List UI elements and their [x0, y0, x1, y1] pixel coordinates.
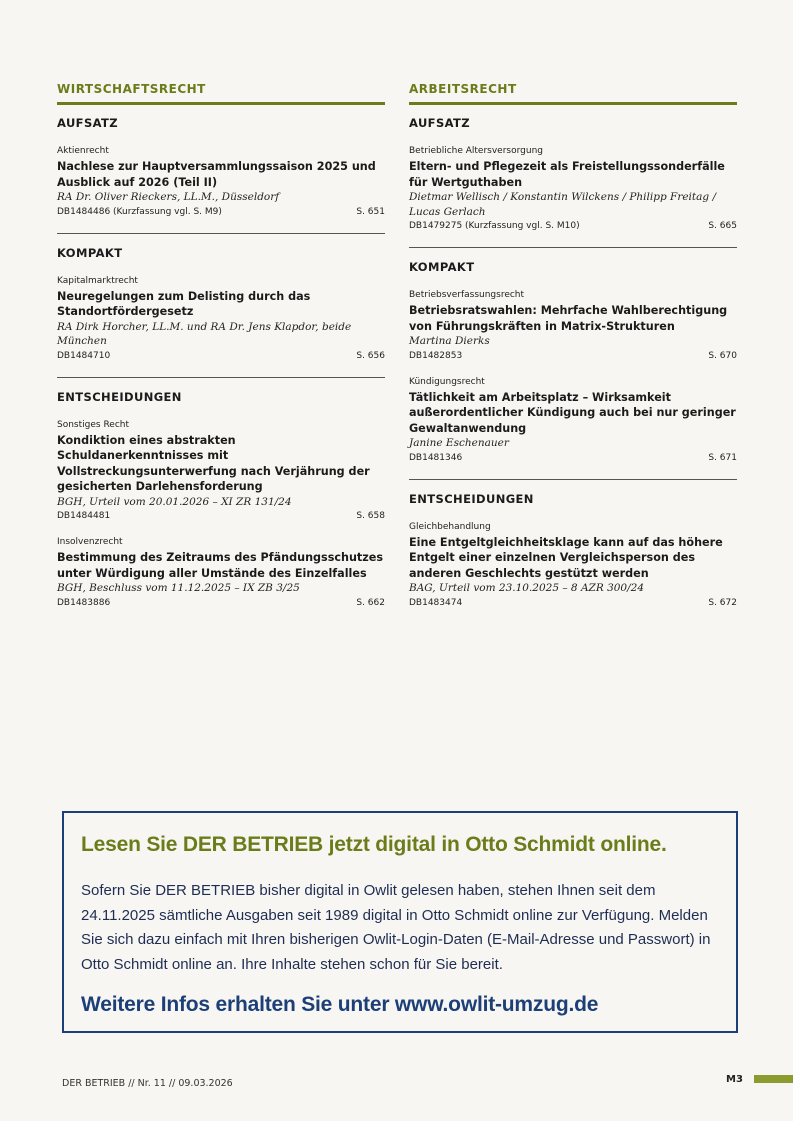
article-meta: [409, 351, 737, 361]
article-category: Aktienrecht: [57, 146, 109, 156]
article-id: DB1483886: [57, 597, 111, 608]
article-category: Insolvenzrecht: [57, 537, 123, 547]
section-heading: WIRTSCHAFTSRECHT: [57, 82, 385, 105]
article-id: DB1484481: [57, 511, 111, 521]
article-meta: [57, 511, 385, 521]
article-category: Gleichbehandlung: [409, 521, 491, 532]
article-title[interactable]: Bestimmung des Zeitraums des Pfändungsschutzes unter Würdigung aller Umstände des Einzelfalles: [57, 551, 384, 580]
article-meta: [57, 598, 385, 608]
article-meta: [409, 453, 737, 463]
promo-link[interactable]: Weitere Infos erhalten Sie unter www.owlit-umzug.de: [81, 993, 599, 1016]
page-number: M3: [726, 1074, 743, 1085]
article-id: DB1479275 (Kurzfassung vgl. S. M10): [409, 221, 580, 231]
column-wirtschaftsrecht: [57, 82, 385, 624]
article-page: S. 672: [708, 597, 737, 608]
promo-text: Sofern Sie DER BETRIEB bisher digital in Owlit gelesen haben, stehen Ihnen seit dem 24.11.2025 sämtliche Ausgaben seit 1989 digital in Otto Schmidt online zur Verfügung. Melden Sie sich dazu einfach mit Ihren bisherigen Owlit-Login-Daten (E-Mail-Adresse und Passwort) in Otto Schmidt online an. Ihre Inhalte stehen schon für Sie bereit.: [81, 882, 711, 973]
decision-entry[interactable]: [57, 537, 385, 608]
article-author: RA Dr. Oliver Rieckers, LL.M., Düsseldorf: [57, 191, 280, 203]
article-category: Betriebliche Altersversorgung: [409, 146, 543, 156]
kompakt-heading: KOMPAKT: [57, 245, 123, 260]
article-category: Betriebsverfassungsrecht: [409, 290, 525, 300]
article-author: Dietmar Wellisch / Konstantin Wilckens / Philipp Freitag / Lucas Gerlach: [409, 191, 716, 218]
article-page: S. 658: [356, 511, 385, 521]
article-category: Sonstiges Recht: [57, 419, 130, 430]
decision-entry[interactable]: [409, 522, 737, 608]
article-id: DB1484710: [57, 350, 111, 361]
article-entry[interactable]: [57, 146, 385, 217]
entscheidungen-heading: ENTSCHEIDUNGEN: [57, 389, 182, 404]
article-meta: [57, 351, 385, 361]
kompakt-heading: KOMPAKT: [409, 260, 475, 274]
divider: [57, 233, 385, 234]
article-id: DB1482853: [409, 350, 463, 361]
article-title[interactable]: Kondiktion eines abstrakten Schuldanerkenntnisses mit Vollstreckungsunterwerfung nach Verjährung der gesicherten Darlehensforderung: [57, 433, 370, 493]
aufsatz-heading: AUFSATZ: [409, 116, 471, 130]
divider: [409, 247, 737, 248]
article-page: S. 670: [708, 350, 737, 361]
article-entry[interactable]: [409, 290, 737, 361]
article-title[interactable]: Eltern- und Pflegezeit als Freistellungssonderfälle für Wertguthaben: [409, 160, 725, 189]
article-author: Martina Dierks: [409, 335, 490, 347]
article-entry[interactable]: [57, 276, 385, 361]
promo-headline: Lesen Sie DER BETRIEB jetzt digital in Otto Schmidt online.: [81, 833, 667, 856]
issue-info: DER BETRIEB // Nr. 11 // 09.03.2026: [62, 1078, 233, 1089]
entscheidungen-heading: ENTSCHEIDUNGEN: [409, 491, 534, 506]
decision-citation: BGH, Beschluss vom 11.12.2025 – IX ZB 3/25: [57, 582, 300, 594]
decision-citation: BAG, Urteil vom 23.10.2025 – 8 AZR 300/24: [409, 582, 645, 594]
article-id: DB1483474: [409, 597, 463, 608]
article-entry[interactable]: [409, 146, 737, 231]
article-author: RA Dirk Horcher, LL.M. und RA Dr. Jens Klapdor, beide München: [57, 320, 352, 347]
article-page: S. 662: [356, 597, 385, 608]
article-title[interactable]: Betriebsratswahlen: Mehrfache Wahlberechtigung von Führungskräften in Matrix-Strukturen: [409, 304, 728, 333]
article-title[interactable]: Eine Entgeltgleichheitsklage kann auf das höhere Entgelt einer einzelnen Vergleichsperson des anderen Geschlechts gestützt werden: [409, 535, 723, 580]
article-page: S. 665: [708, 221, 737, 231]
decision-entry[interactable]: [57, 420, 385, 522]
article-author: Janine Eschenauer: [409, 437, 509, 449]
article-category: Kapitalmarktrecht: [57, 275, 138, 286]
divider: [409, 479, 737, 480]
aufsatz-heading: AUFSATZ: [57, 116, 119, 130]
article-page: S. 656: [356, 350, 385, 361]
article-title[interactable]: Tätlichkeit am Arbeitsplatz – Wirksamkeit außerordentlicher Kündigung auch bei nur geringer Gewaltanwendung: [409, 390, 736, 435]
article-id: DB1484486 (Kurzfassung vgl. S. M9): [57, 206, 222, 217]
article-entry[interactable]: [409, 377, 737, 463]
article-category: Kündigungsrecht: [409, 376, 485, 387]
column-arbeitsrecht: [409, 82, 737, 624]
article-page: S. 651: [356, 206, 385, 217]
promo-box: [62, 811, 738, 1033]
section-heading: ARBEITSRECHT: [409, 82, 737, 105]
article-title[interactable]: Nachlese zur Hauptversammlungssaison 2025 und Ausblick auf 2026 (Teil II): [57, 160, 376, 189]
article-page: S. 671: [708, 452, 737, 463]
article-meta: [57, 207, 385, 217]
article-meta: [409, 221, 737, 231]
article-meta: [409, 598, 737, 608]
article-title[interactable]: Neuregelungen zum Delisting durch das Standortfördergesetz: [57, 289, 311, 318]
decision-citation: BGH, Urteil vom 20.01.2026 – XI ZR 131/24: [57, 495, 292, 508]
divider: [57, 377, 385, 378]
page-marker-bar: [754, 1075, 793, 1083]
article-id: DB1481346: [409, 452, 463, 463]
